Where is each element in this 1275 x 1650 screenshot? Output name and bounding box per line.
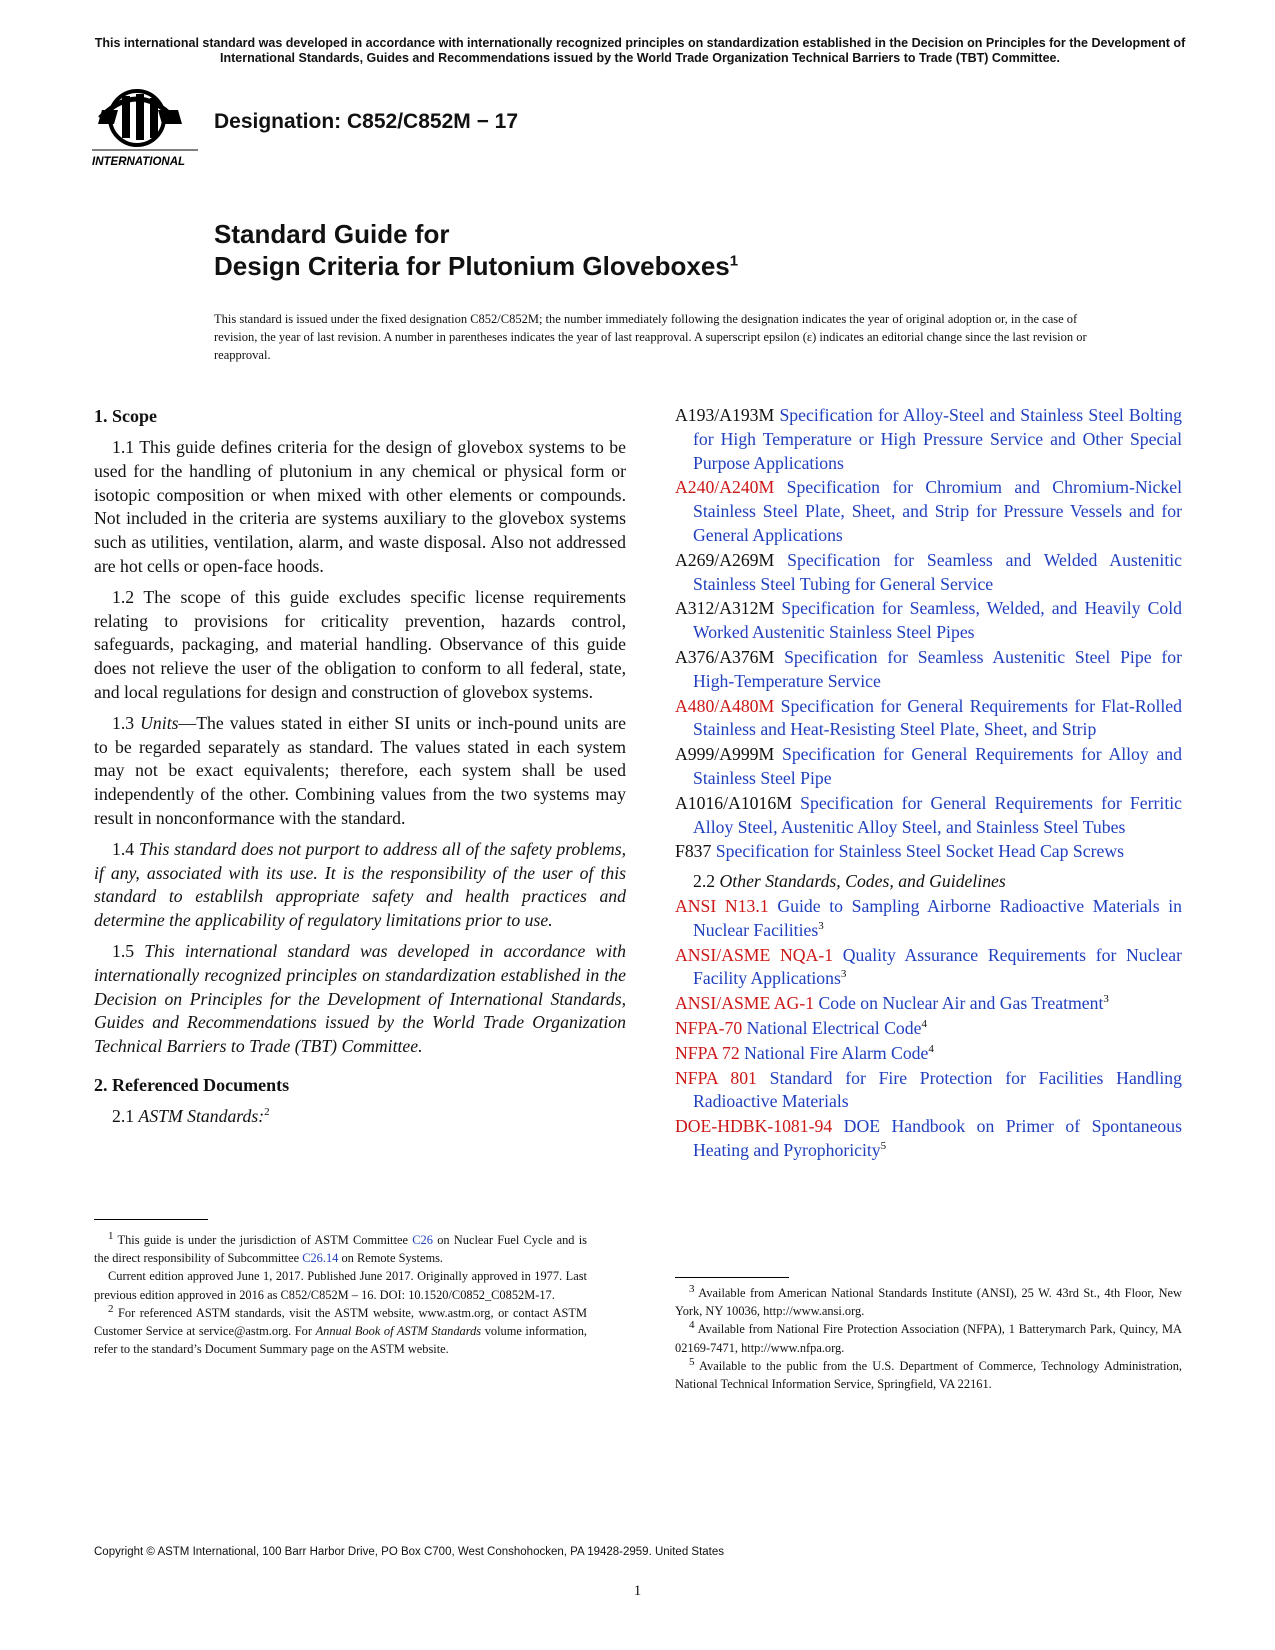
scope-1-4: 1.4 This standard does not purport to address all of the safety problems, if any, associated with its use. It is the responsibility of the user of this standard to establilsh appropriate safety and health practices and determine the applicability of regulatory limitations prior to use. [94,838,627,931]
footnote-text: Available from National Fire Protection Association (NFPA), 1 Batterymarch Park, Quincy, MA 02169-7471, http://www.nfpa.org. [675,1322,1182,1355]
reference-title-link[interactable]: Quality Assurance Requirements for Nuclear Facility Applications [693,944,1182,989]
astm-reference [675,743,1182,791]
reference-title-link[interactable]: Specification for Seamless Austenitic Steel Pipe for High-Temperature Service [693,646,1182,691]
other-reference [675,1042,1182,1066]
reference-title-link[interactable]: Specification for Chromium and Chromium-Nickel Stainless Steel Plate, Sheet, and Strip for Pressure Vessels and for General Applications [693,477,1182,545]
right-column [675,404,1182,1164]
reference-title-link[interactable]: Specification for Seamless and Welded Austenitic Stainless Steel Tubing for General Service [693,549,1182,594]
footnote-1: $^1$ This guide is under the jurisdiction of ASTM Committee C26 on Nuclear Fuel Cycle and is the direct responsibility of Subcommittee C26.14 on Remote Systems. [94,1229,587,1266]
other-reference [675,992,1182,1016]
footnote-marker: 4 [689,1319,695,1332]
reference-title-link[interactable]: Specification for Alloy-Steel and Stainless Steel Bolting for High Temperature or High Pressure Service and Other Special Purpose Applications [693,405,1182,473]
top-notice: This international standard was developed in accordance with internationally recognized principles on standardization established in the Decision on Principles for the Development of International Standards, Guides and Recommendations issued by the World Trade Organization Technical Barriers to Trade (TBT) Committee. [94,36,1186,65]
reference-code: A376/A376M [675,646,775,667]
reference-title-link[interactable]: Specification for Stainless Steel Socket Head Cap Screws [715,841,1124,862]
reference-code: F837 [675,841,712,862]
reference-code-link[interactable]: ANSI N13.1 [675,895,769,916]
reference-title-link[interactable]: Specification for Seamless, Welded, and Heavily Cold Worked Austenitic Stainless Steel Pipes [693,598,1182,643]
reference-title-link[interactable]: Specification for General Requirements for Ferritic Alloy Steel, Austenitic Alloy Steel, and Stainless Steel Tubes [693,792,1182,837]
page-number: 1 [633,1583,642,1599]
footnote-3 [675,1284,1182,1320]
footnote-ref: 3 [840,968,847,981]
reference-title-link[interactable]: Specification for General Requirements for Alloy and Stainless Steel Pipe [693,744,1182,788]
reference-code-link[interactable]: NFPA 801 [675,1067,757,1088]
other-reference [675,1017,1182,1041]
footnote-5 [675,1357,1182,1393]
reference-code: A312/A312M [675,598,775,619]
footnote-rule-right [675,1277,789,1278]
scope-1-3: 1.3 Units—The values stated in either SI units or inch-pound units are to be regarded separately as standard. The values stated in each system may not be exact equivalents; therefore, each system shall be used independently of the other. Combining values from the two systems may result in nonconformance with the standard. [94,712,627,828]
reference-code[interactable]: A240/A240M [675,477,775,498]
reference-code-link[interactable]: ANSI/ASME AG-1 [675,993,815,1014]
referenced-documents-heading: 2. Referenced Documents [94,1074,290,1095]
reference-code-link[interactable]: ANSI/ASME NQA-1 [675,944,834,965]
astm-reference [675,476,1182,547]
footnote-ref: 3 [1103,993,1109,1006]
other-reference [675,944,1182,992]
astm-reference [675,840,1182,864]
footnote-text: Available to the public from the U.S. Department of Commerce, Technology Administration, National Technical Information Service, Springfield, VA 22161. [675,1358,1182,1392]
title-footnote-ref[interactable]: 1 [729,252,739,270]
reference-code: A1016/A1016M [675,792,792,813]
footnote-ref: 3 [818,919,824,932]
astm-reference [675,404,1182,475]
section-2-2: 2.2 Other Standards, Codes, and Guidelines [693,871,1006,892]
title-line-1: Standard Guide for [214,219,450,249]
reference-title-link[interactable]: Code on Nuclear Air and Gas Treatment [818,993,1104,1014]
footnote-rule-left [94,1219,208,1220]
reference-title-link[interactable]: Specification for General Requirements for Flat-Rolled Stainless and Heat-Resisting Steel Plate, Sheet, and Strip [693,695,1182,740]
reference-code-link[interactable]: DOE-HDBK-1081-94 [675,1116,833,1137]
logo-text: INTERNATIONAL [92,156,186,168]
reference-code-link[interactable]: NFPA-70 [675,1017,743,1038]
footnote-ref: 4 [928,1042,934,1055]
footnote-ref: 4 [921,1018,927,1031]
scope-heading: 1. Scope [94,406,157,426]
scope-1-5: 1.5 This international standard was developed in accordance with internationally recognized principles on standardization established in the Decision on Principles for the Development of International Standards, Guides and Recommendations issued by the World Trade Organization Technical Barriers to Trade (TBT) Committee. [94,940,626,1057]
footnote-text: Available from American National Standards Institute (ANSI), 25 W. 43rd St., 4th Floor, New York, NY 10036, http://www.ansi.org. [675,1286,1182,1319]
footnote-ref: 5 [880,1140,887,1153]
footnote-1-edition: Current edition approved June 1, 2017. Published June 2017. Originally approved in 1977. Last previous edition approved in 2016 as C852/C852M – 16. DOI: 10.1520/C0852_C0852M-17. [94,1269,587,1302]
reference-title-link[interactable]: Guide to Sampling Airborne Radioactive Materials in Nuclear Facilities [693,895,1183,940]
designation: Designation: C852/C852M − 17 [214,110,519,133]
footnote-marker: 5 [689,1355,695,1368]
c26-14-link[interactable]: C26.14 [302,1251,339,1266]
scope-1-1: 1.1 This guide defines criteria for the design of glovebox systems to be used for the handling of plutonium in any chemical or physical form or isotopic composition or when mixed with other elements or compounds. Not included in the criteria are systems auxiliary to the glovebox systems such as utilities, ventilation, alarm, and waste disposal. Also not addressed are hot cells or open-face hoods. [94,437,626,576]
astm-reference [675,792,1182,840]
astm-standards-list [675,404,1182,864]
reference-title-link[interactable]: National Fire Alarm Code [744,1042,929,1063]
footnote-4 [675,1320,1182,1356]
footnote-2: $^2$ For referenced ASTM standards, visit the ASTM website, www.astm.org, or contact ASTM Customer Service at service@astm.org. For Annual Book of ASTM Standards volume information, refer to the standard’s Document Summary page on the ASTM website. [94,1302,587,1357]
astm-logo [92,88,198,174]
reference-code: A269/A269M [675,549,775,570]
other-reference [675,1115,1182,1163]
reference-code[interactable]: A480/A480M [675,695,775,716]
section-2-1: 2.1 ASTM Standards:$^2$ [112,1105,270,1126]
c26-link[interactable]: C26 [412,1233,433,1247]
footnotes-left [94,1231,587,1358]
title-line-2: Design Criteria for Plutonium Gloveboxes$^1$ [214,251,739,281]
issue-note: This standard is issued under the fixed designation C852/C852M; the number immediately following the designation indicates the year of original adoption or, in the case of revision, the year of last revision. A number in parentheses indicates the year of last reapproval. A superscript epsilon (ε) indicates an editorial change since the last revision or reapproval. [214,312,1087,362]
astm-reference [675,646,1182,694]
reference-title-link[interactable]: DOE Handbook on Primer of Spontaneous Heating and Pyrophoricity [693,1116,1182,1160]
scope-1-2: 1.2 The scope of this guide excludes specific license requirements relating to provisions for criticality prevention, hazards control, safeguards, packaging, and material handling. Observance of this guide does not relieve the user of the obligation to conform to all federal, state, and local regulations for design and construction of glovebox systems. [94,586,626,702]
reference-title-link[interactable]: National Electrical Code [746,1017,922,1038]
astm-logo-mark [92,88,198,174]
other-reference [675,1067,1182,1115]
reference-code: A999/A999M [675,744,775,765]
footnote-marker: 3 [689,1282,695,1295]
other-reference [675,895,1182,943]
left-column [94,404,626,1136]
reference-title-link[interactable]: Standard for Fire Protection for Facilities Handling Radioactive Materials [693,1067,1182,1112]
astm-reference [675,597,1182,645]
other-standards-list [675,895,1182,1163]
astm-reference [675,695,1182,743]
document-title [214,218,738,282]
astm-reference [675,549,1182,597]
reference-code: A193/A193M [675,405,775,425]
reference-code-link[interactable]: NFPA 72 [675,1042,740,1063]
footnotes-right [675,1284,1182,1393]
copyright: Copyright © ASTM International, 100 Barr Harbor Drive, PO Box C700, West Conshohocken, PA 19428-2959. United States [94,1546,725,1558]
